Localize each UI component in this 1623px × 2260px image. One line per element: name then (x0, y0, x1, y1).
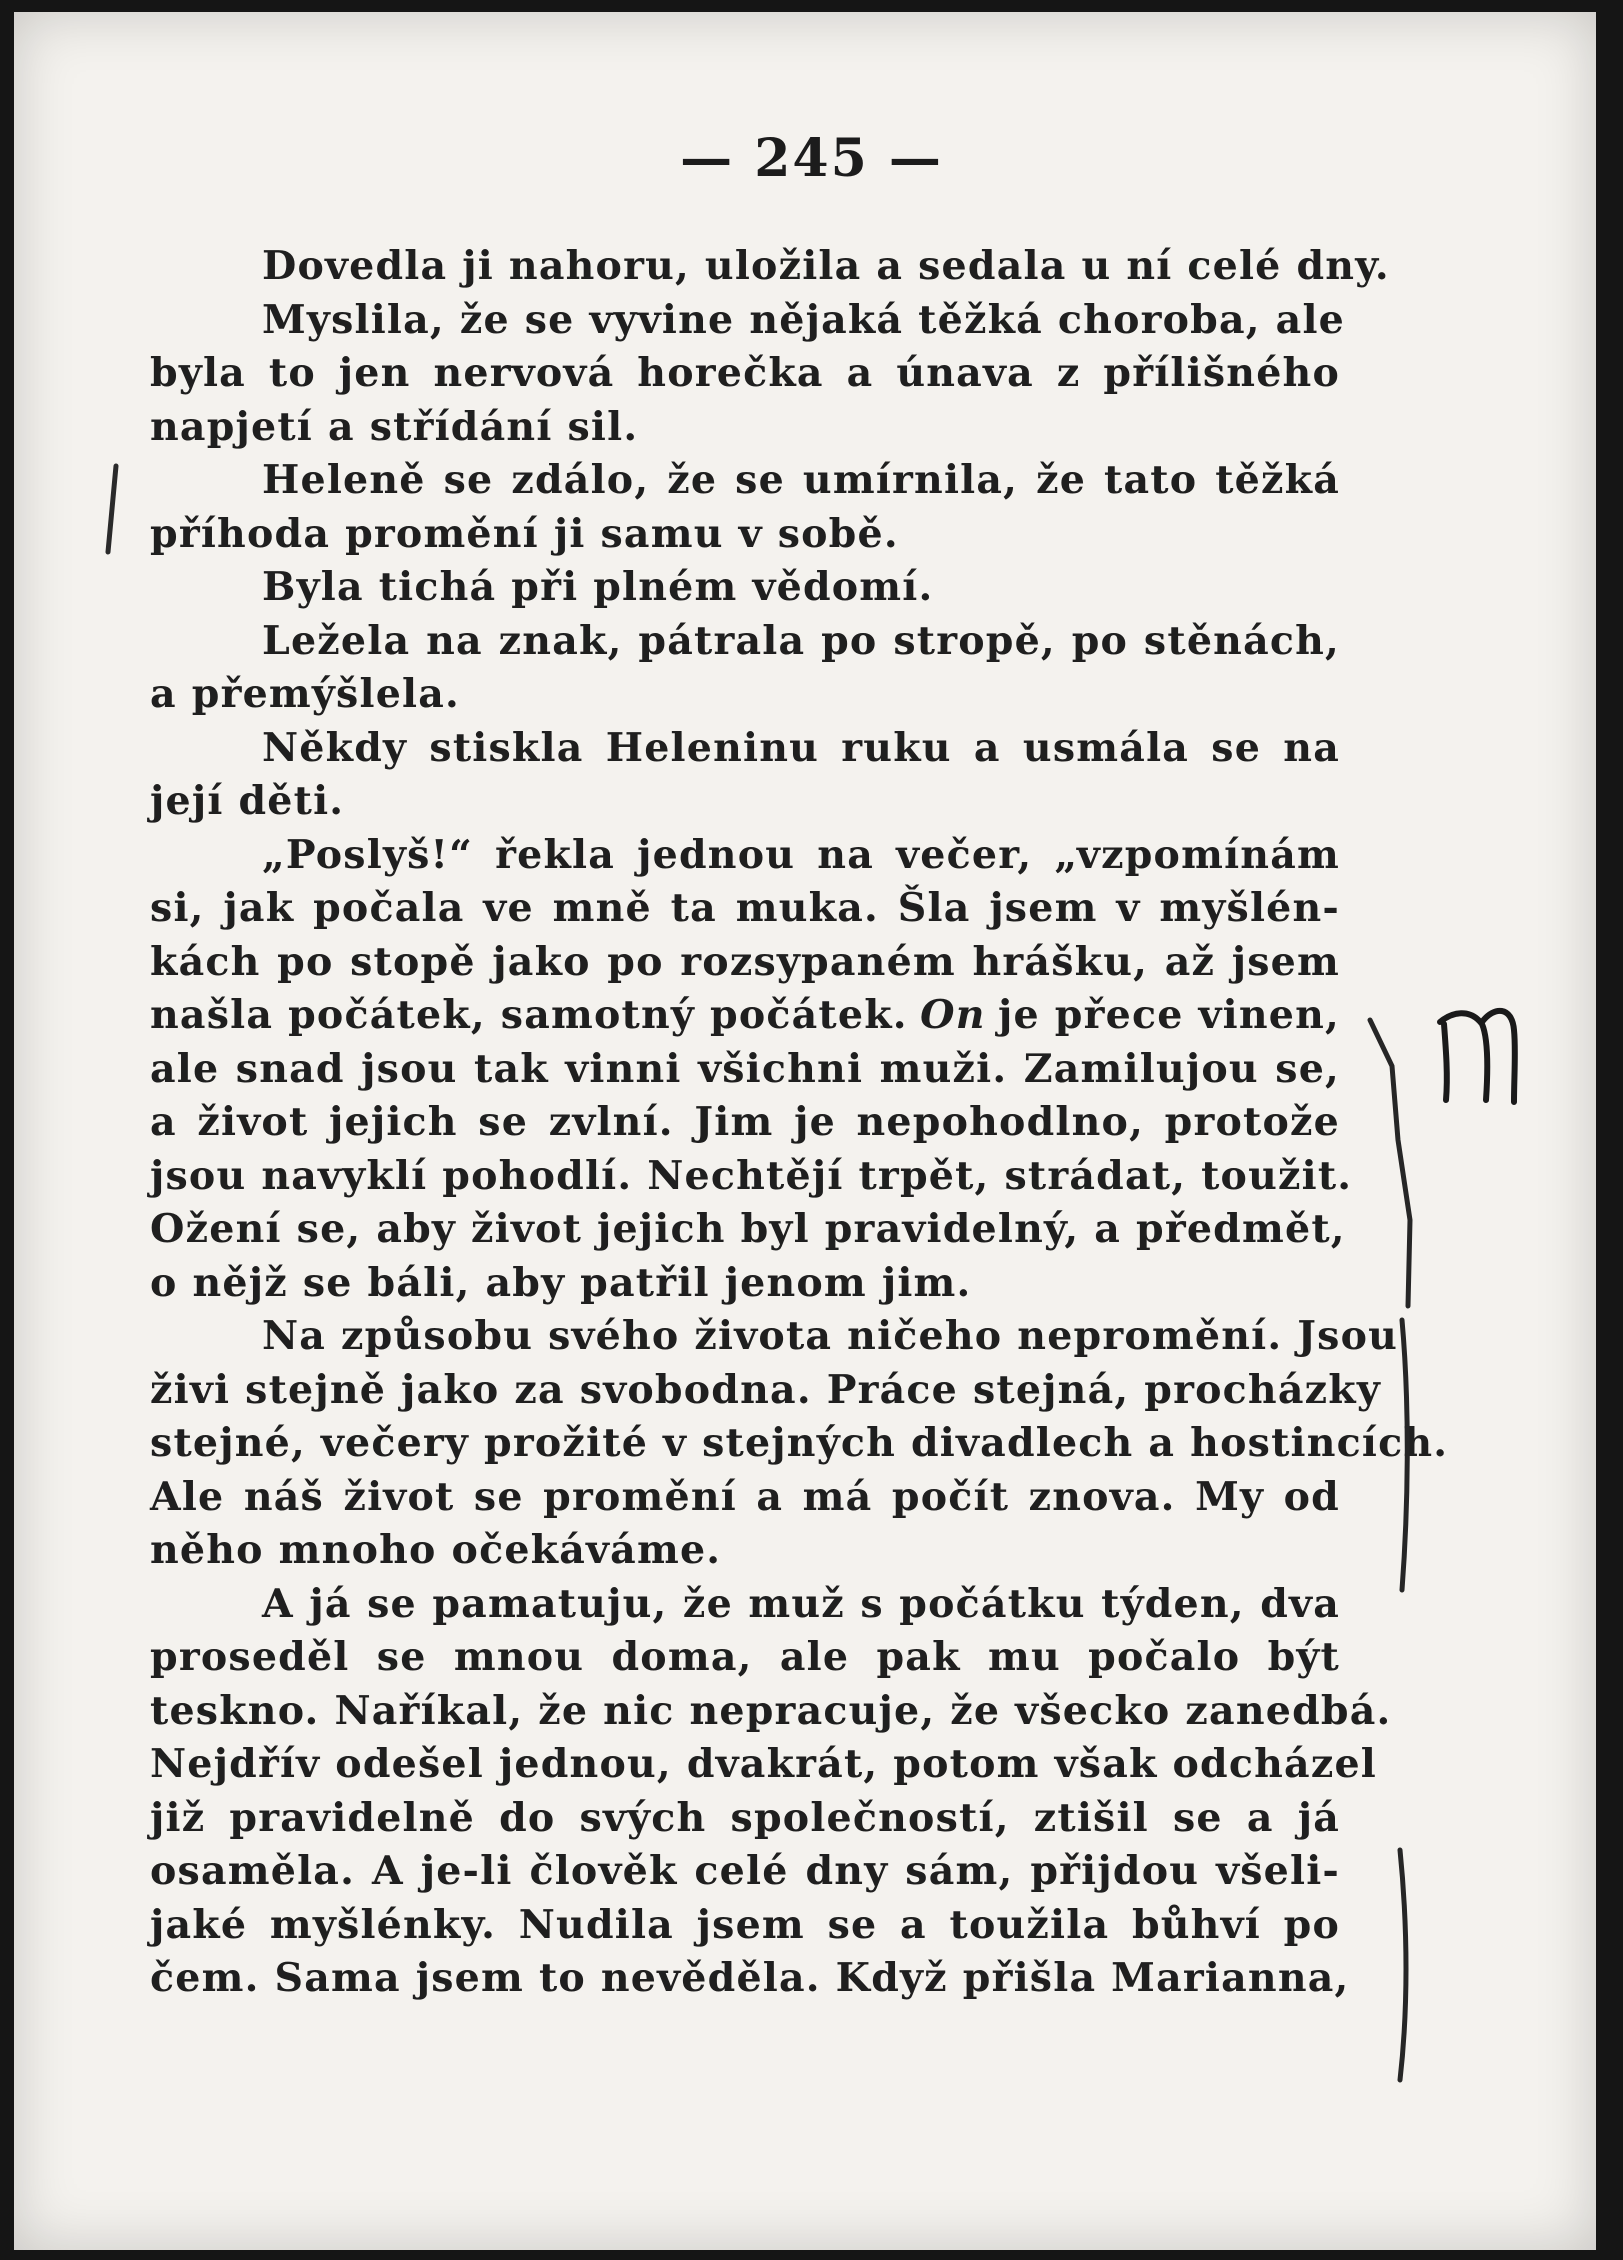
text-line: A já se pamatuju, že muž s počátku týden, dva (262, 1580, 1340, 1627)
text-line: Ležela na znak, pátrala po stropě, po stěnách, (262, 617, 1340, 664)
text-line: jaké myšlénky. Nudila jsem se a toužila bůhví po (150, 1901, 1340, 1948)
text-line: jsou navyklí pohodlí. Nechtějí trpět, strádat, toužit. (150, 1152, 1353, 1199)
text-line-with-italic (150, 989, 1340, 1043)
text-line: Někdy stiskla Heleninu ruku a usmála se na (262, 724, 1340, 771)
text-line: ale snad jsou tak vinni všichni muži. Zamilujou se, (150, 1045, 1340, 1092)
text-line: si, jak počala ve mně ta muka. Šla jsem v myšlén- (150, 885, 1340, 931)
text-line: byla to jen nervová horečka a únava z přílišného (150, 350, 1340, 396)
italic-word: On (920, 992, 986, 1038)
margin-bracket-marks (1340, 990, 1450, 2110)
text-line: o nějž se báli, aby patřil jenom jim. (150, 1259, 972, 1306)
text-line: čem. Sama jsem to nevěděla. Když přišla Marianna, (150, 1955, 1350, 2001)
text-line: Ožení se, aby život jejich byl pravidelný, a předmět, (150, 1206, 1346, 1252)
text-line: něho mnoho očekáváme. (150, 1527, 722, 1573)
text-line: její děti. (150, 778, 345, 824)
text-line: živi stejně jako za svobodna. Práce stejná, procházky (150, 1366, 1381, 1413)
text-segment: našla počátek, samotný počátek. (150, 992, 908, 1038)
text-line: Heleně se zdálo, že se umírnila, že tato těžká (262, 457, 1340, 503)
text-line: osaměla. A je-li člověk celé dny sám, přijdou všeli- (150, 1848, 1340, 1894)
text-line: „Poslyš!“ řekla jednou na večer, „vzpomínám (262, 831, 1340, 878)
text-line: stejné, večery prožité v stejných divadlech a hostincích. (150, 1420, 1449, 1466)
text-line: Dovedla ji nahoru, uložila a sedala u ní celé dny. (262, 243, 1390, 289)
margin-tick-mark (94, 460, 134, 560)
text-line: Byla tichá při plném vědomí. (262, 564, 934, 610)
text-line: Ale náš život se promění a má počít znova. My od (150, 1473, 1340, 1520)
text-line: proseděl se mnou doma, ale pak mu počalo být (150, 1634, 1340, 1680)
page-number: — 245 — (680, 128, 943, 189)
text-line: Nejdřív odešel jednou, dvakrát, potom však odcházel (150, 1741, 1378, 1787)
text-line: a přemýšlela. (150, 671, 460, 717)
page-text (150, 240, 1449, 2006)
text-line: a život jejich se zvlní. Jim je nepohodlno, protože (150, 1099, 1340, 1145)
text-line: již pravidelně do svých společností, ztišil se a já (150, 1794, 1340, 1841)
text-segment: je přece vinen, (998, 992, 1340, 1038)
text-line: příhoda promění ji samu v sobě. (150, 510, 899, 557)
text-line: kách po stopě jako po rozsypaném hrášku, až jsem (150, 938, 1340, 985)
text-line: teskno. Naříkal, že nic nepracuje, že všecko zanedbá. (150, 1687, 1392, 1734)
text-line: Na způsobu svého života ničeho nepromění. Jsou (262, 1313, 1399, 1359)
text-line: Myslila, že se vyvine nějaká těžká choroba, ale (262, 296, 1346, 343)
margin-handwritten-letter (1430, 1000, 1520, 1110)
text-line: napjetí a střídání sil. (150, 403, 639, 450)
